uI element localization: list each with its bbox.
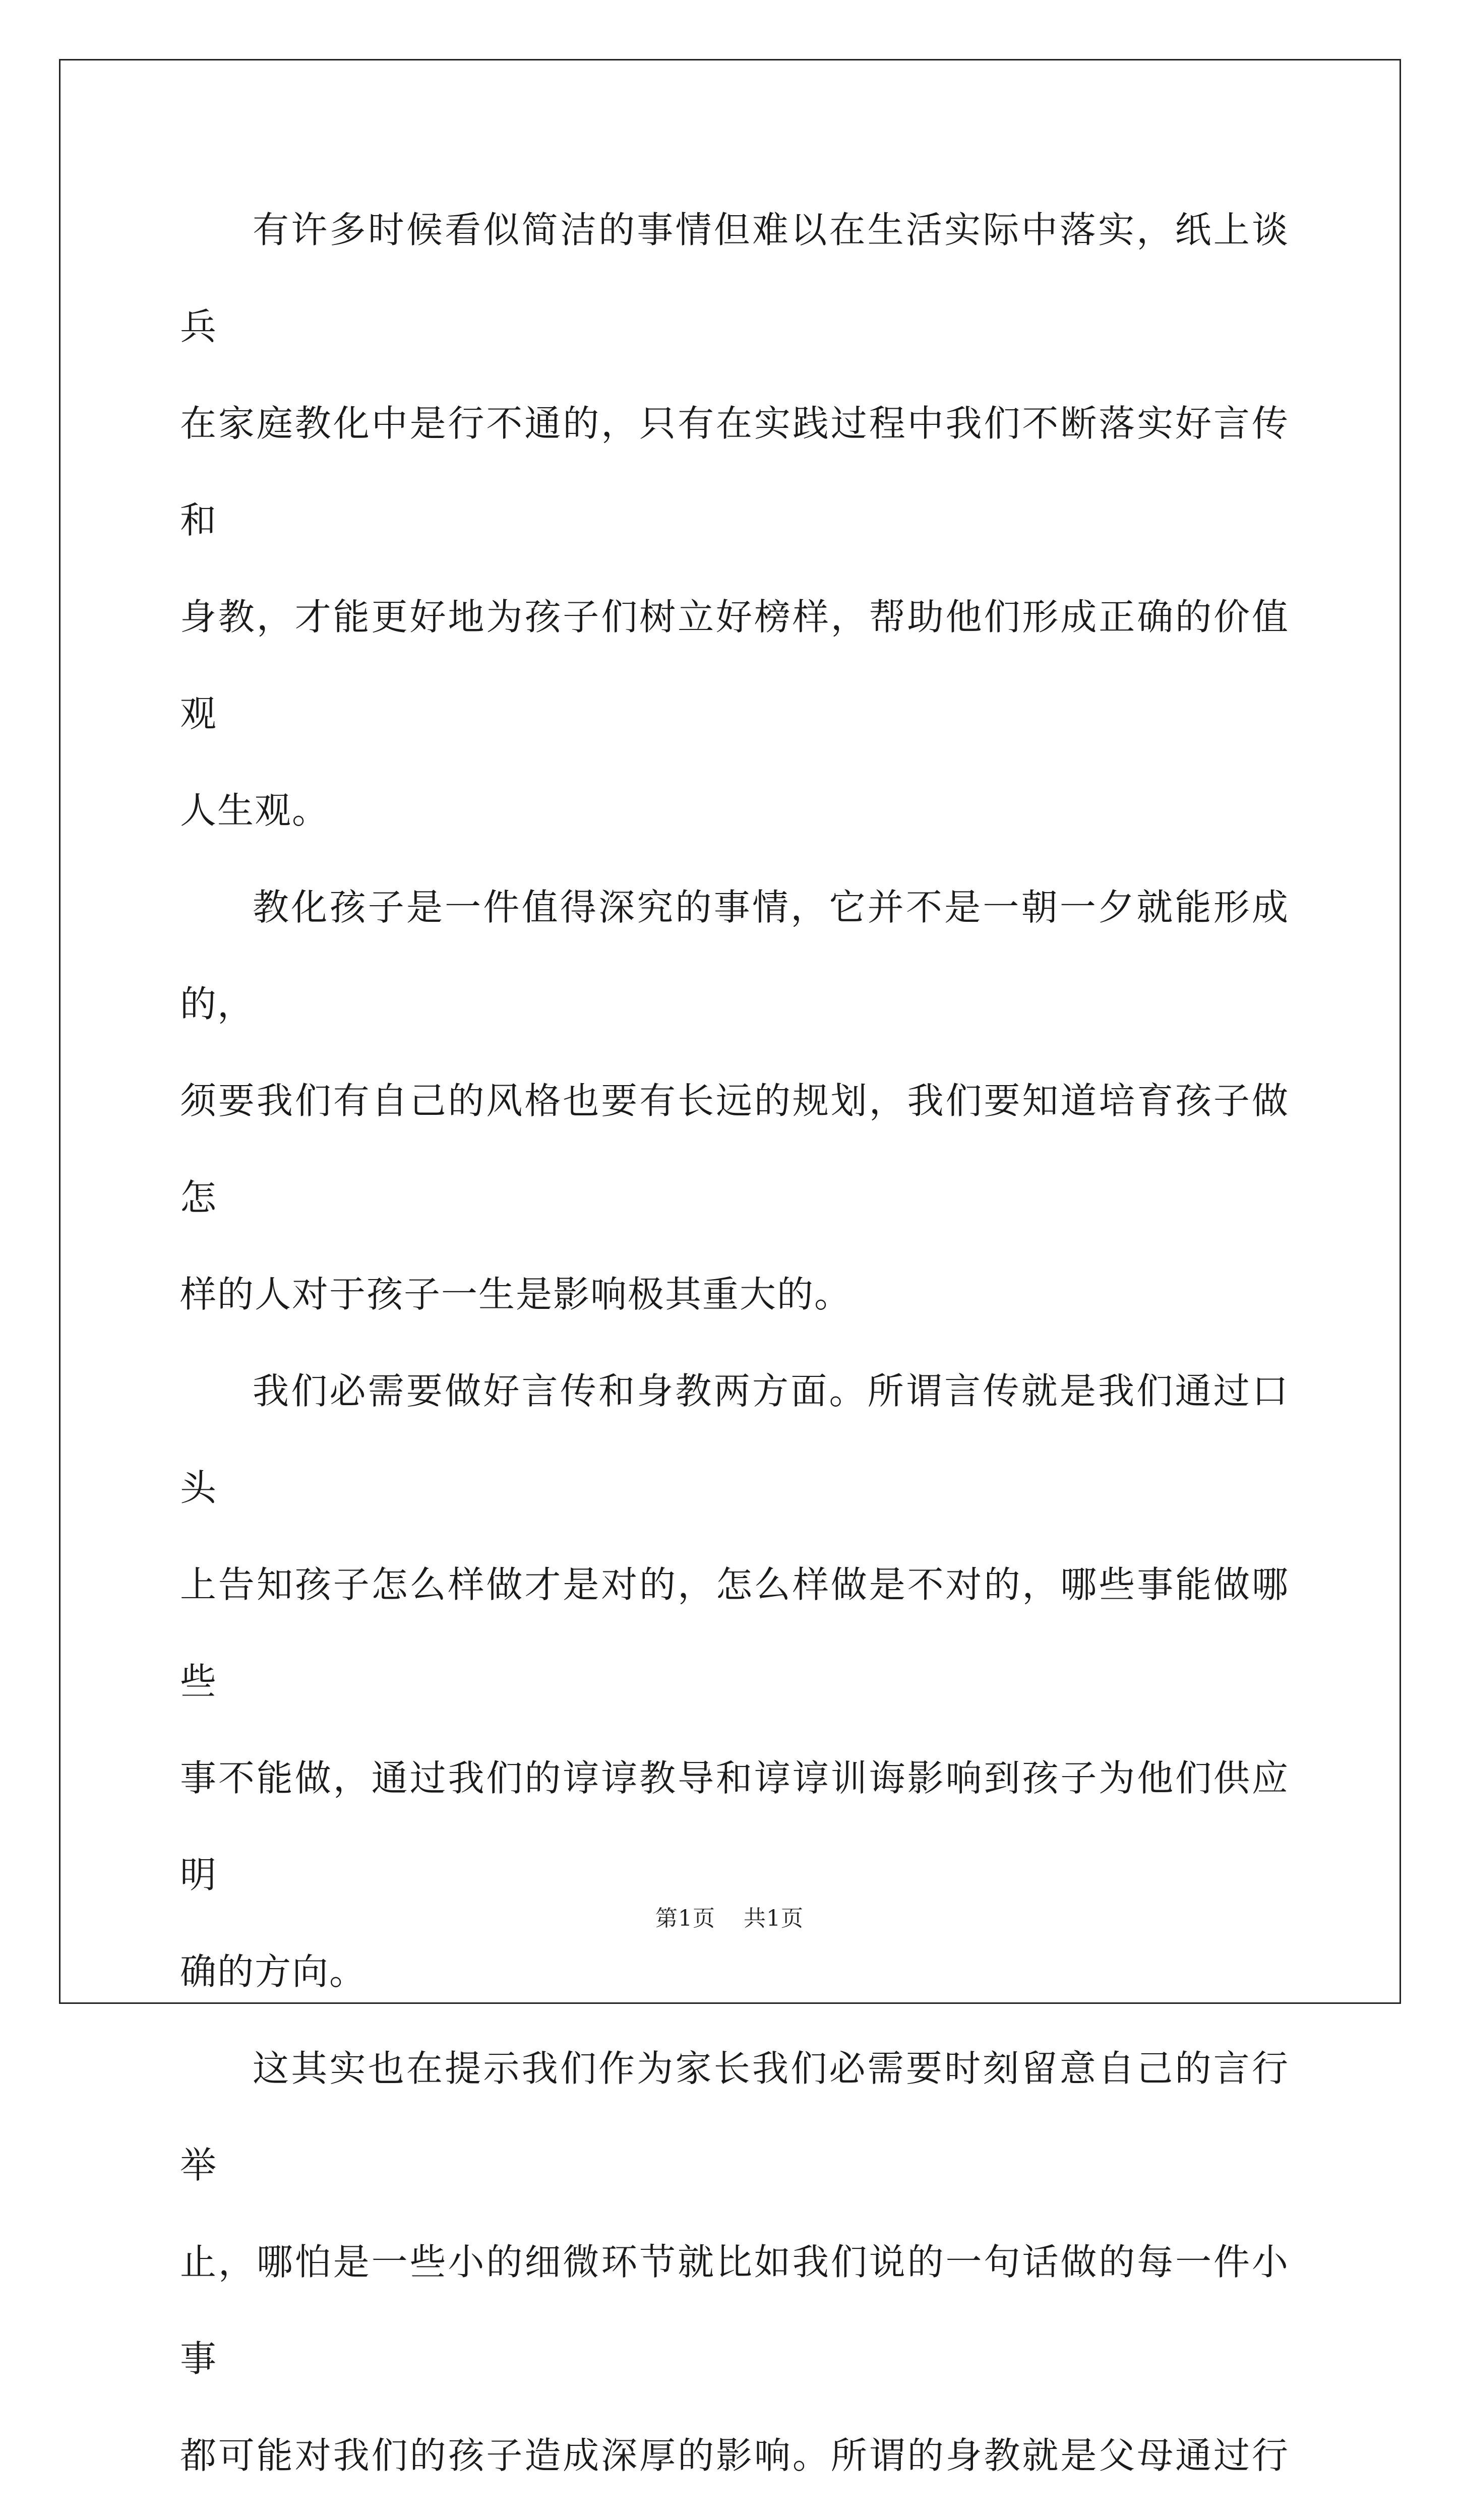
paragraph-1: 有许多时候看似简洁的事情但难以在生活实际中落实，纸上谈兵 在家庭教化中是行不通的，只有在实践过程中我们不断落实好言传和 身教，才能更好地为孩子们树立好榜样，帮助他们形成正确的价值观 人生观。 — [180, 209, 1289, 832]
paragraph-4: 这其实也在提示我们作为家长我们必需要时刻留意自己的言行举 止，哪怕是一些小的细微环节就比如我们说的一句话做的每一件小事 都可能对我们的孩子造成深厚的影响。所谓的身教就是父母通过行 — [180, 2047, 1289, 2477]
page-number: 第1页 — [655, 1906, 715, 1931]
page-count: 共1页 — [744, 1906, 804, 1931]
paragraph-2: 教化孩子是一件值得深究的事情，它并不是一朝一夕就能形成的， 须要我们有自己的风格也要有长远的规划，我们要知道培育孩子做怎 样的人对于孩子一生是影响极其重大的。 — [180, 886, 1289, 1315]
paragraph-3: 我们必需要做好言传和身教两方面。所谓言传就是我们通过口头 上告知孩子怎么样做才是对的，怎么样做是不对的，哪些事能做哪些 事不能做，通过我们的谆谆教导和谆谆训诲影响到孩子为他们供应明 确的方向。 — [180, 1370, 1289, 1993]
document-body — [180, 181, 1289, 2520]
page-footer — [0, 1900, 1459, 1932]
